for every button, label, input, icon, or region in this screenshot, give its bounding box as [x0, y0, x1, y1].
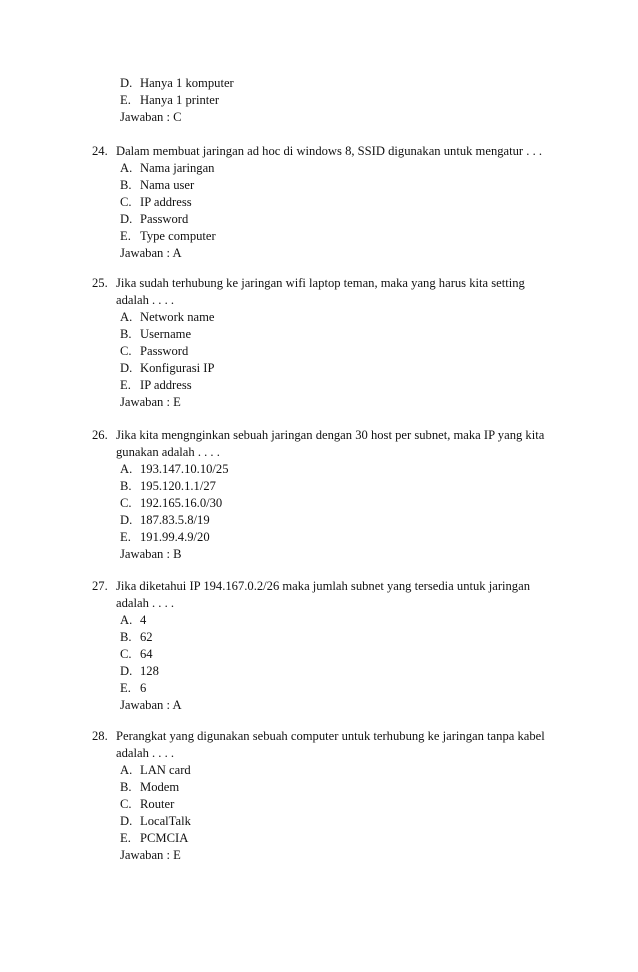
- option-label: B.: [120, 780, 132, 794]
- option-label: A.: [120, 613, 133, 627]
- option-a: [120, 762, 191, 779]
- option-text: IP address: [140, 378, 192, 392]
- option-text: 187.83.5.8/19: [140, 513, 210, 527]
- option-text: Modem: [140, 780, 180, 794]
- answer-line: Jawaban : E: [120, 848, 181, 862]
- option-label: E.: [120, 93, 131, 107]
- option-c: [120, 646, 153, 663]
- option-text: Konfigurasi IP: [140, 361, 215, 375]
- option-label: B.: [120, 479, 132, 493]
- option-label: E.: [120, 378, 131, 392]
- option-text: Nama user: [140, 178, 195, 192]
- question-text: Dalam membuat jaringan ad hoc di windows 8, SSID digunakan untuk mengatur . . .: [116, 144, 543, 158]
- question-text-cont: gunakan adalah . . . .: [116, 445, 220, 459]
- option-label: E.: [120, 831, 131, 845]
- option-a: [120, 612, 146, 629]
- question-text-cont: adalah . . . .: [116, 596, 175, 610]
- option-label: E.: [120, 530, 131, 544]
- option-label: C.: [120, 647, 132, 661]
- option-text: 191.99.4.9/20: [140, 530, 210, 544]
- option-b: [120, 478, 216, 495]
- option-label: B.: [120, 630, 132, 644]
- option-text: Router: [140, 797, 175, 811]
- option-c: [120, 343, 188, 360]
- option-text: Type computer: [140, 229, 216, 243]
- option-a: [120, 309, 215, 326]
- question-number: 26.: [92, 428, 108, 442]
- option-text: Hanya 1 komputer: [140, 76, 234, 90]
- option-label: A.: [120, 462, 133, 476]
- option-label: D.: [120, 361, 133, 375]
- option-e: [120, 529, 210, 546]
- option-b: [120, 177, 194, 194]
- option-text: IP address: [140, 195, 192, 209]
- option-label: A.: [120, 161, 133, 175]
- question-text: Jika kita mengnginkan sebuah jaringan dengan 30 host per subnet, maka IP yang kita: [116, 428, 545, 442]
- option-label: D.: [120, 664, 133, 678]
- option-text: 192.165.16.0/30: [140, 496, 223, 510]
- option-e: [120, 680, 146, 697]
- option-a: [120, 461, 229, 478]
- option-label: D.: [120, 76, 133, 90]
- answer-line: Jawaban : E: [120, 395, 181, 409]
- question-number: 27.: [92, 579, 108, 593]
- option-label: C.: [120, 797, 132, 811]
- option-text: Username: [140, 327, 192, 341]
- option-label: C.: [120, 496, 132, 510]
- question-number: 25.: [92, 276, 108, 290]
- option-label: E.: [120, 229, 131, 243]
- option-c: [120, 194, 192, 211]
- option-text: Password: [140, 344, 189, 358]
- option-d: [120, 813, 191, 830]
- option-text: 6: [140, 681, 147, 695]
- option-text: Network name: [140, 310, 215, 324]
- option-text: 128: [140, 664, 159, 678]
- answer-line: Jawaban : B: [120, 547, 182, 561]
- question-text: Jika diketahui IP 194.167.0.2/26 maka jumlah subnet yang tersedia untuk jaringan: [116, 579, 530, 593]
- question-number: 28.: [92, 729, 108, 743]
- option-label: B.: [120, 178, 132, 192]
- option-text: Hanya 1 printer: [140, 93, 220, 107]
- option-d: [120, 360, 215, 377]
- option-b: [120, 629, 153, 646]
- answer-line: Jawaban : A: [120, 246, 182, 260]
- option-label: D.: [120, 814, 133, 828]
- option-d: [120, 663, 159, 680]
- option-e: [120, 377, 192, 394]
- option-text: LocalTalk: [140, 814, 191, 828]
- answer-line: Jawaban : C: [120, 110, 182, 124]
- option-b: [120, 779, 179, 796]
- option-e: [120, 228, 216, 245]
- option-label: C.: [120, 344, 132, 358]
- option-label: B.: [120, 327, 132, 341]
- option-label: C.: [120, 195, 132, 209]
- option-text: 62: [140, 630, 153, 644]
- question-text: Jika sudah terhubung ke jaringan wifi laptop teman, maka yang harus kita setting: [116, 276, 525, 290]
- option-label: A.: [120, 763, 133, 777]
- option-text: 193.147.10.10/25: [140, 462, 229, 476]
- option-b: [120, 326, 191, 343]
- option-label: D.: [120, 513, 133, 527]
- option-label: D.: [120, 212, 133, 226]
- option-text: 64: [140, 647, 153, 661]
- option-a: [120, 160, 214, 177]
- option-d: [120, 75, 234, 92]
- option-text: LAN card: [140, 763, 191, 777]
- question-text-cont: adalah . . . .: [116, 293, 175, 307]
- option-d: [120, 512, 210, 529]
- option-c: [120, 796, 174, 813]
- option-text: Password: [140, 212, 189, 226]
- option-text: Nama jaringan: [140, 161, 215, 175]
- question-number: 24.: [92, 144, 108, 158]
- option-text: 4: [140, 613, 147, 627]
- answer-line: Jawaban : A: [120, 698, 182, 712]
- option-text: 195.120.1.1/27: [140, 479, 216, 493]
- option-e: [120, 830, 188, 847]
- option-c: [120, 495, 222, 512]
- option-d: [120, 211, 188, 228]
- option-text: PCMCIA: [140, 831, 189, 845]
- option-e: [120, 92, 219, 109]
- question-text: Perangkat yang digunakan sebuah computer untuk terhubung ke jaringan tanpa kabel: [116, 729, 545, 743]
- question-text-cont: adalah . . . .: [116, 746, 175, 760]
- option-label: A.: [120, 310, 133, 324]
- option-label: E.: [120, 681, 131, 695]
